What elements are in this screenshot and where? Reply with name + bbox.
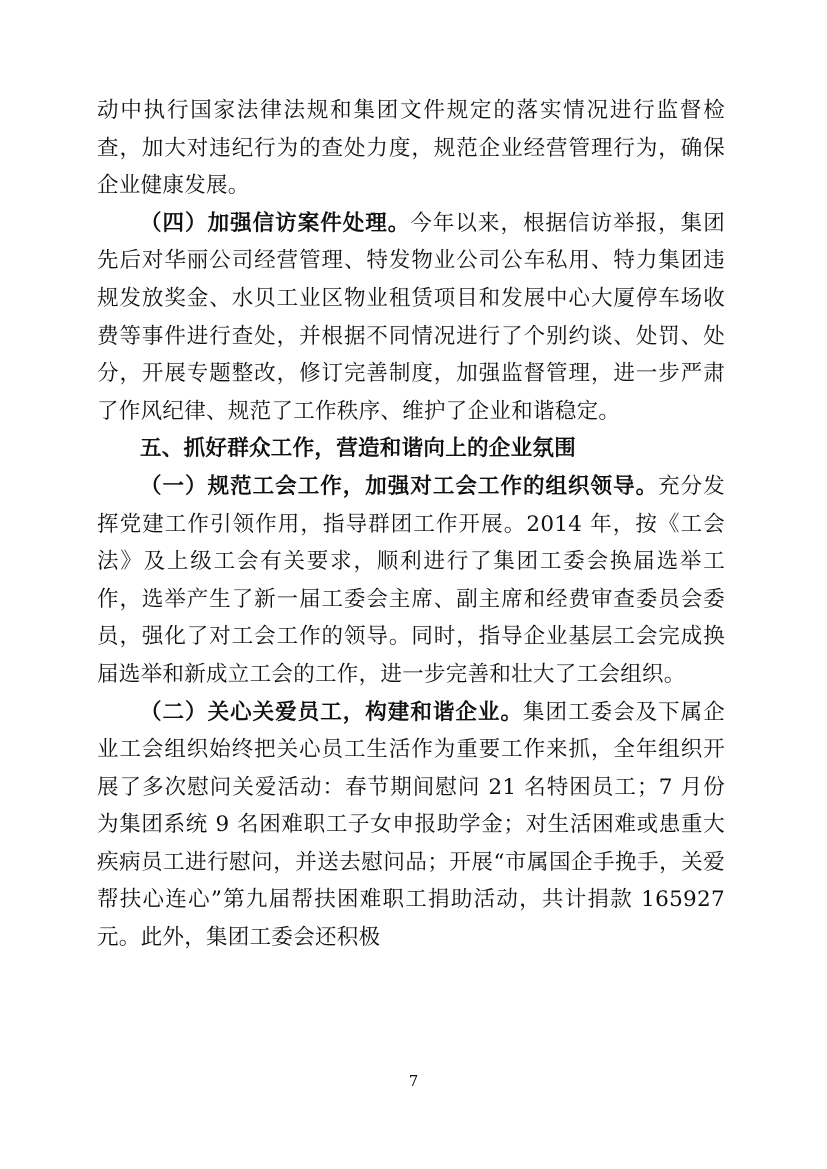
paragraph-lead-in: （二）关心关爱员工，构建和谐企业。: [140, 699, 523, 725]
paragraph-text: 今年以来，根据信访举报，集团先后对华丽公司经营管理、特发物业公司公车私用、特力集团违规发放奖金、水贝工业区物业租赁项目和发展中心大厦停车场收费等事件进行查处，并根据不同情况进行了个别约谈、处罚、处分，开展专题整改，修订完善制度，加强监督管理，进一步严肃了作风纪律、规范了工作秩序、维护了企业和谐稳定。: [97, 210, 726, 424]
page-body: [97, 92, 725, 957]
paragraph-lead-in: （一）规范工会工作，加强对工会工作的组织领导。: [140, 473, 659, 499]
page-number: 7: [408, 1072, 419, 1090]
paragraph-text: 动中执行国家法律法规和集团文件规定的落实情况进行监督检查，加大对违纪行为的查处力度，规范企业经营管理行为，确保企业健康发展。: [97, 98, 725, 199]
paragraph-lead-in: （四）加强信访案件处理。: [140, 210, 411, 236]
paragraph-section-four: [97, 205, 725, 431]
paragraph-text: 集团工委会及下属企业工会组织始终把关心员工生活作为重要工作来抓，全年组织开展了多次慰问关爱活动：春节期间慰问 21 名特困员工；7 月份为集团系统 9 名困难职工子女申报助学金；对生活困难或患重大疾病员工进行慰问，并送去慰问品；开展“市属国企手挽手，关爱帮扶心连心”第九届帮扶困难职工捐助活动，共计捐款 165927 元。此外，集团工委会还积极: [97, 699, 726, 951]
heading-section-five: [97, 430, 725, 468]
heading-text: 五、抓好群众工作，营造和谐向上的企业氛围: [140, 436, 577, 462]
paragraph-sub-one: [97, 468, 725, 694]
paragraph-sub-two: [97, 694, 725, 957]
paragraph-continued: [97, 92, 725, 205]
paragraph-text: 充分发挥党建工作引领作用，指导群团工作开展。2014 年，按《工会法》及上级工会有关要求，顺利进行了集团工委会换届选举工作，选举产生了新一届工委会主席、副主席和经费审查委员会委员，强化了对工会工作的领导。同时，指导企业基层工会完成换届选举和新成立工会的工作，进一步完善和壮大了工会组织。: [97, 473, 725, 687]
